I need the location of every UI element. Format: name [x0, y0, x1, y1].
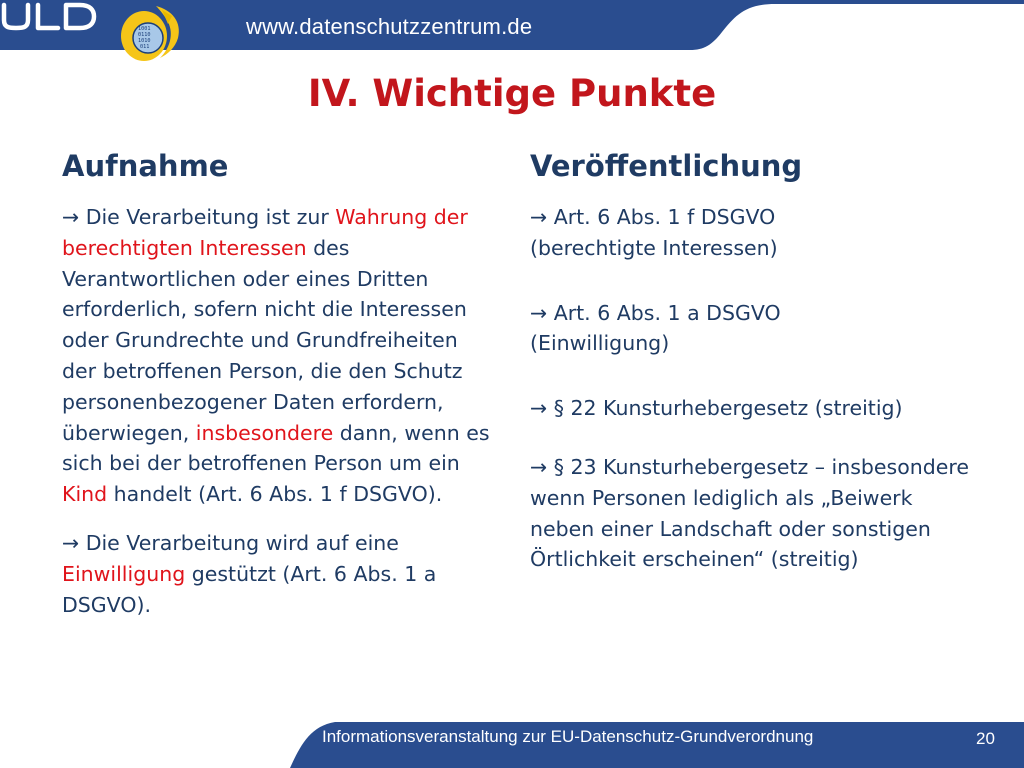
text-segment: gestützt (Art. 6 Abs. 1 a DSGVO).	[62, 561, 437, 617]
text-segment: handelt (Art. 6 Abs. 1 f DSGVO).	[107, 482, 443, 507]
uld-logo-icon	[0, 0, 98, 32]
text-segment: dann, wenn es sich bei der betroffenen Person um ein	[62, 420, 490, 476]
svg-text:1010: 1010	[138, 38, 151, 44]
header-bar	[0, 0, 1024, 60]
list-item	[530, 393, 975, 424]
highlight-kind: Kind	[62, 482, 108, 507]
svg-text:1001: 1001	[138, 26, 151, 32]
svg-text:011: 011	[140, 44, 150, 50]
text-segment: → Die Verarbeitung ist zur	[62, 205, 336, 229]
column-heading-aufnahme: Aufnahme	[62, 149, 229, 183]
slide-title: IV. Wichtige Punkte	[307, 72, 717, 115]
data-disc-emblem-icon	[112, 4, 188, 64]
item-legal-basis: → § 23 Kunsturhebergesetz – insbesondere wenn Personen lediglich als „Beiwerk neben einer Landschaft oder sonstigen Örtlichkeit erscheinen“ (streitig)	[530, 454, 969, 572]
list-item	[530, 452, 975, 575]
list-item	[530, 298, 975, 360]
item-note: (berechtigte Interessen)	[530, 235, 778, 260]
item-legal-basis: → Art. 6 Abs. 1 a DSGVO	[530, 300, 781, 325]
item-legal-basis: → Art. 6 Abs. 1 f DSGVO	[530, 205, 776, 229]
text-segment: → Die Verarbeitung wird auf eine	[62, 530, 399, 555]
column-aufnahme	[62, 146, 492, 620]
highlight-legitimate-interests: Wahrung der berechtigten Interessen	[62, 205, 468, 260]
footer-event-title: Informationsveranstaltung zur EU-Datenschutz-Grundverordnung	[322, 727, 814, 746]
paragraph-legitimate-interests	[62, 202, 492, 510]
column-heading-veroeffentlichung: Veröffentlichung	[530, 149, 803, 183]
column-veroeffentlichung	[530, 146, 975, 575]
paragraph-consent	[62, 528, 492, 620]
item-legal-basis: → § 22 Kunsturhebergesetz (streitig)	[530, 396, 903, 421]
svg-text:0110: 0110	[138, 32, 151, 38]
item-note: (Einwilligung)	[530, 331, 670, 356]
highlight-einwilligung: Einwilligung	[62, 561, 186, 586]
website-url: www.datenschutzzentrum.de	[246, 14, 533, 39]
text-segment: des Verantwortlichen oder eines Dritten erforderlich, sofern nicht die Interessen oder Grundrechte und Grundfreiheiten der betroffenen Person, die den Schutz personenbezogener Daten erfordern, überwiegen,	[62, 235, 467, 445]
highlight-insbesondere: insbesondere	[195, 420, 334, 445]
page-number: 20	[976, 729, 995, 748]
list-item	[530, 202, 975, 264]
